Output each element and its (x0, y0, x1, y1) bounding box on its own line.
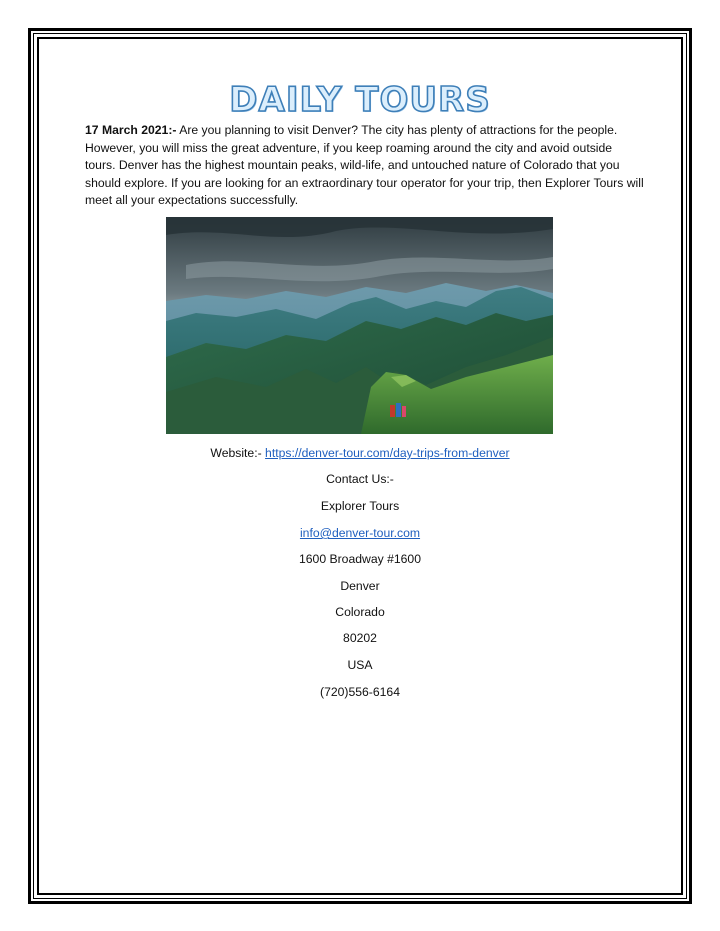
state-line: Colorado (335, 605, 385, 619)
zip-line: 80202 (343, 631, 377, 645)
country-line: USA (347, 658, 373, 672)
mountain-photo (166, 217, 553, 434)
intro-text: Are you planning to visit Denver? The city has plenty of attractions for the people. However, you will miss the great adventure, if you keep roaming around the city and avoid outside tours. Denver has the highest mountain peaks, wild-life, and untouched nature of Colorado that you should explore. If you are looking for an extraordinary tour operator for your trip, then Explorer Tours will meet all your expectations successfully. (85, 123, 644, 207)
intro-paragraph (85, 122, 645, 210)
website-line (60, 446, 660, 460)
contact-heading: Contact Us:- (326, 472, 394, 486)
city-line: Denver (340, 579, 380, 593)
phone-line: (720)556-6164 (320, 685, 400, 699)
company-name: Explorer Tours (320, 499, 400, 513)
page-title: DAILY TOURS (229, 80, 491, 120)
website-link[interactable]: https://denver-tour.com/day-trips-from-denver (265, 446, 510, 460)
address-line: 1600 Broadway #1600 (299, 552, 421, 566)
email-line (60, 526, 660, 540)
website-label: Website:- (210, 446, 262, 460)
intro-date: 17 March 2021:- (85, 123, 177, 137)
email-link[interactable]: info@denver-tour.com (299, 526, 421, 540)
